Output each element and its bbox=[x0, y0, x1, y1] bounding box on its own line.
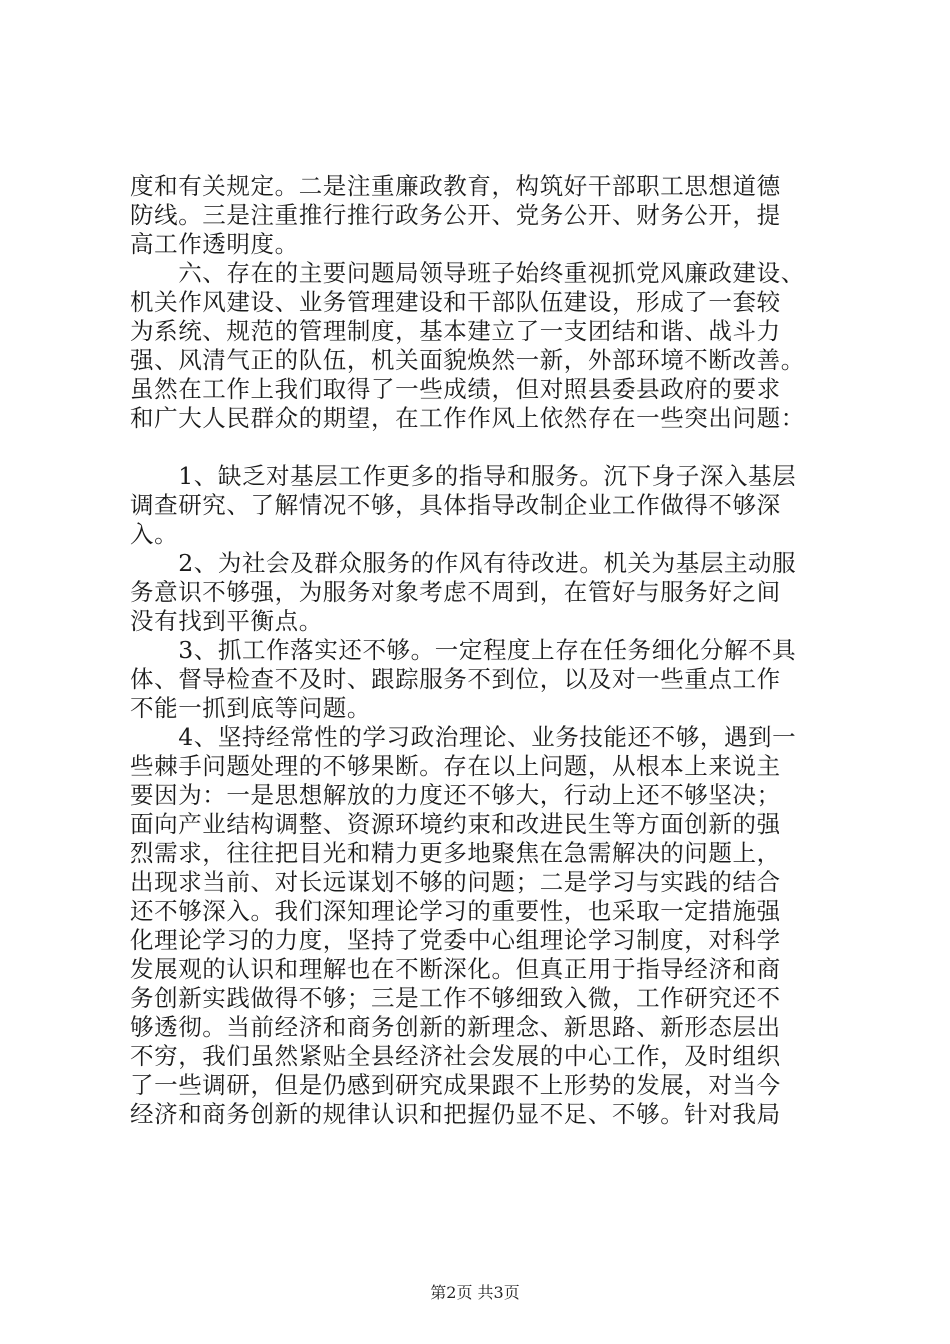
text-line: 机关作风建设、业务管理建设和干部队伍建设，形成了一套较 bbox=[130, 288, 781, 316]
page-number-footer: 第2页 共3页 bbox=[430, 1283, 520, 1302]
text-line: 务创新实践做得不够；三是工作不够细致入微，工作研究还不 bbox=[130, 984, 781, 1012]
text-line: 出现求当前、对长远谋划不够的问题；二是学习与实践的结合 bbox=[130, 868, 781, 896]
text-line: 化理论学习的力度，坚持了党委中心组理论学习制度，对科学 bbox=[130, 926, 781, 954]
text-line: 防线。三是注重推行推行政务公开、党务公开、财务公开，提 bbox=[130, 201, 781, 229]
text-line: 经济和商务创新的规律认识和把握仍显不足、不够。针对我局 bbox=[130, 1100, 781, 1128]
text-line: 些棘手问题处理的不够果断。存在以上问题，从根本上来说主 bbox=[130, 752, 781, 780]
text-line: 入。 bbox=[130, 520, 179, 548]
text-line: 六、存在的主要问题局领导班子始终重视抓党风廉政建设、 bbox=[130, 259, 805, 287]
text-line: 虽然在工作上我们取得了一些成绩，但对照县委县政府的要求 bbox=[130, 375, 781, 403]
text-line: 体、督导检查不及时、跟踪服务不到位，以及对一些重点工作 bbox=[130, 665, 781, 693]
text-line: 1、缺乏对基层工作更多的指导和服务。沉下身子深入基层 bbox=[130, 462, 797, 490]
text-line: 务意识不够强，为服务对象考虑不周到，在管好与服务好之间 bbox=[130, 578, 781, 606]
text-line: 高工作透明度。 bbox=[130, 230, 299, 258]
text-line: 2、为社会及群众服务的作风有待改进。机关为基层主动服 bbox=[130, 549, 797, 577]
text-line: 够透彻。当前经济和商务创新的新理念、新思路、新形态层出 bbox=[130, 1013, 781, 1041]
document-body bbox=[130, 172, 830, 1129]
text-line: 度和有关规定。二是注重廉政教育，构筑好干部职工思想道德 bbox=[130, 172, 781, 200]
text-line: 和广大人民群众的期望，在工作作风上依然存在一些突出问题： bbox=[130, 404, 805, 432]
text-line: 强、风清气正的队伍，机关面貌焕然一新，外部环境不断改善。 bbox=[130, 346, 805, 374]
text-line: 4、坚持经常性的学习政治理论、业务技能还不够，遇到一 bbox=[130, 723, 797, 751]
paragraph-gap bbox=[130, 433, 830, 462]
text-line: 没有找到平衡点。 bbox=[130, 607, 323, 635]
text-line: 烈需求，往往把目光和精力更多地聚焦在急需解决的问题上， bbox=[130, 839, 781, 867]
text-line: 调查研究、了解情况不够，具体指导改制企业工作做得不够深 bbox=[130, 491, 781, 519]
text-line: 面向产业结构调整、资源环境约束和改进民生等方面创新的强 bbox=[130, 810, 781, 838]
text-line: 3、抓工作落实还不够。一定程度上存在任务细化分解不具 bbox=[130, 636, 797, 664]
text-line: 不能一抓到底等问题。 bbox=[130, 694, 371, 722]
text-line: 要因为：一是思想解放的力度还不够大，行动上还不够坚决； bbox=[130, 781, 781, 809]
text-line: 发展观的认识和理解也在不断深化。但真正用于指导经济和商 bbox=[130, 955, 781, 983]
text-line: 不穷，我们虽然紧贴全县经济社会发展的中心工作，及时组织 bbox=[130, 1042, 781, 1070]
text-line: 了一些调研，但是仍感到研究成果跟不上形势的发展，对当今 bbox=[130, 1071, 781, 1099]
text-line: 为系统、规范的管理制度，基本建立了一支团结和谐、战斗力 bbox=[130, 317, 781, 345]
text-line: 还不够深入。我们深知理论学习的重要性，也采取一定措施强 bbox=[130, 897, 781, 925]
